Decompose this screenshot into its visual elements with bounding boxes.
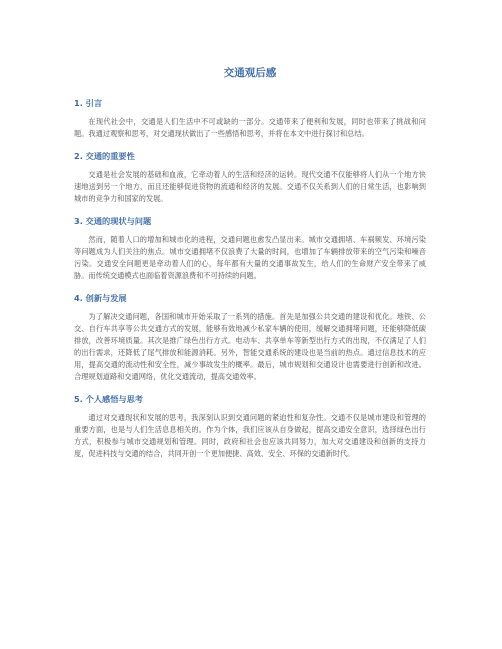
- section-paragraph: 然而，随着人口的增加和城市化的进程，交通问题也愈发凸显出来。城市交通拥堵、车祸频发、环境污染等问题成为人们关注的焦点。城市交通拥堵不仅浪费了大量的时间，也增加了车辆排放带来的空气污染和噪音污染。交通安全问题更是牵动着人们的心，每年都有大量的交通事故发生，给人们的生命财产安全带来了威胁。而传统交通模式也面临着资源浪费和不可持续的问题。: [74, 235, 426, 280]
- section-heading: 2. 交通的重要性: [74, 151, 135, 161]
- document-title: 交通观后感: [223, 67, 277, 79]
- section-status-and-problems: [74, 216, 426, 282]
- section-heading: 4. 创新与发展: [74, 293, 127, 303]
- section-paragraph: 为了解决交通问题，各国和城市开始采取了一系列的措施。首先是加强公共交通的建设和优化。地铁、公交、自行车共享等公共交通方式的发展，能够有效地减少私家车辆的使用，缓解交通拥堵问题，还能够降低碳排放，改善环境质量。其次是推广绿色出行方式。电动车、共享单车等新型出行方式的出现，不仅满足了人们的出行需求，还降低了尾气排放和能源消耗。另外，智能交通系统的建设也是当前的热点。通过信息技术的应用，提高交通的流动性和安全性，减少事故发生的概率。最后，城市规划和交通设计也需要进行创新和改进。合理规划道路和交通网络，优化交通流动，提高交通效率。: [74, 312, 426, 381]
- section-heading: 1. 引言: [74, 98, 103, 108]
- section-heading: 3. 交通的现状与问题: [74, 216, 152, 226]
- section-reflection: [74, 394, 426, 460]
- section-heading: 5. 个人感悟与思考: [74, 394, 143, 404]
- section-importance: [74, 151, 426, 205]
- section-paragraph: 交通是社会发展的基础和血液，它牵动着人的生活和经济的运转。现代交通不仅能够将人们从一个地方快速地送到另一个地方，而且还能够促进货物的流通和经济的发展。交通不仅关系到人们的日常生活，也影响到城市的竞争力和国家的发展。: [74, 170, 426, 203]
- section-paragraph: 在现代社会中，交通是人们生活中不可或缺的一部分。交通带来了便利和发展，同时也带来了挑战和问题。我通过观察和思考，对交通现状做出了一些感悟和思考，并将在本文中进行探讨和总结。: [74, 117, 426, 138]
- section-introduction: [74, 98, 426, 140]
- section-paragraph: 通过对交通现状和发展的思考，我深刻认识到交通问题的紧迫性和复杂性。交通不仅是城市建设和管理的重要方面，也是与人们生活息息相关的。作为个体，我们应该从自身做起，提高交通安全意识，选择绿色出行方式，积极参与城市交通规划和管理。同时，政府和社会也应该共同努力，加大对交通建设和创新的支持力度，促进科技与交通的结合，共同开创一个更加便捷、高效、安全、环保的交通新时代。: [74, 413, 426, 458]
- section-innovation: [74, 293, 426, 383]
